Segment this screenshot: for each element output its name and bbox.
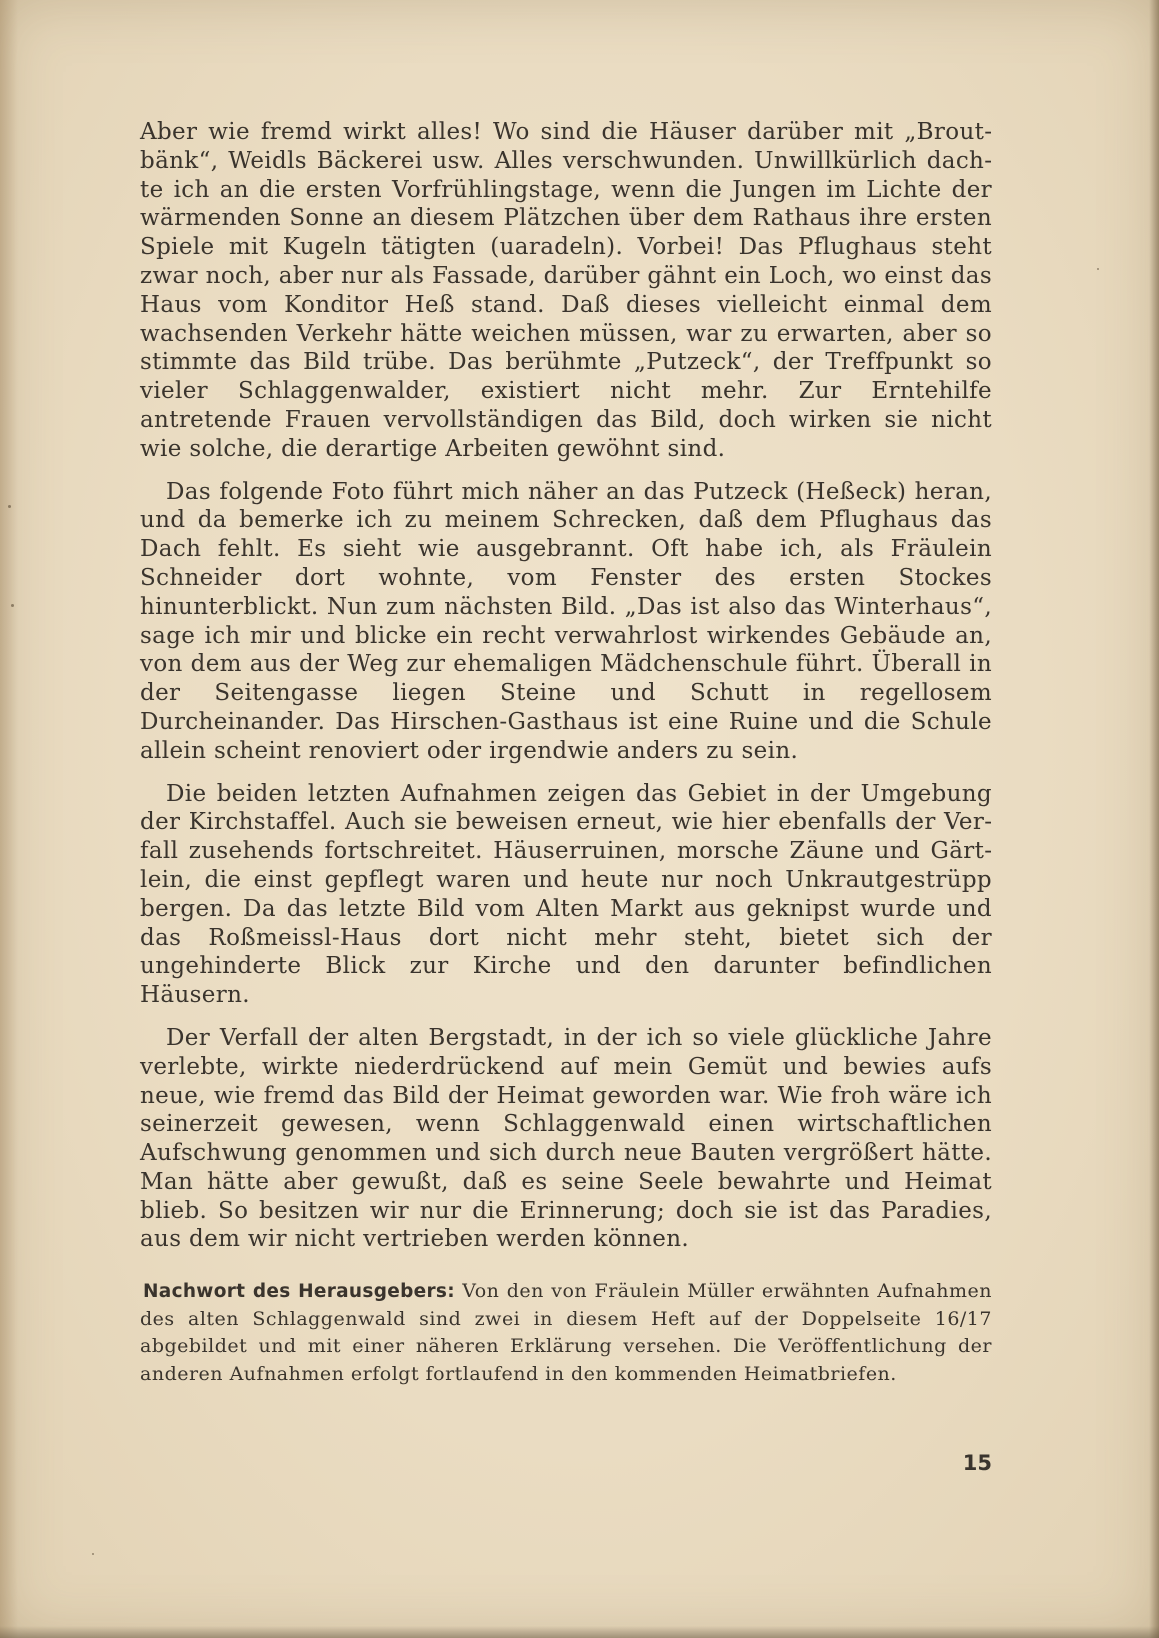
paper-speck: [8, 505, 11, 508]
page-edge-shadow-bottom: [0, 1626, 1159, 1638]
paragraph-4: Der Verfall der alten Bergstadt, in der ich so viele glückliche Jahre verlebte, wirkte niederdrückend auf mein Gemüt und bewies aufs neue, wie fremd das Bild der Heimat geworden war. Wie froh wäre ich seinerzeit gewesen, wenn Schlaggenwald einen wirtschaftlichen Aufschwung genommen und sich durch neue Bauten vergrößert hätte. Man hätte aber gewußt, daß es seine Seele bewahrte und Heimat blieb. So besitzen wir nur die Erinnerung; doch sie ist das Paradies, aus dem wir nicht vertrieben werden können.: [140, 1024, 992, 1253]
afterword-text: Von den von Fräulein Müller erwähnten Aufnahmen des alten Schlaggenwald sind zwei in diesem Heft auf der Doppelseite 16/17 abgebildet und mit einer näheren Erklärung versehen. Die Veröffentlichung der anderen Aufnahmen erfolgt fortlaufend in den kommenden Heimatbriefen.: [140, 1280, 992, 1385]
page-edge-shadow-left: [0, 0, 18, 1638]
paper-speck: [11, 604, 14, 607]
afterword-note: [140, 1278, 992, 1388]
paper-speck: [1097, 268, 1099, 270]
page-number: 15: [962, 1451, 992, 1475]
paragraph-3: Die beiden letzten Aufnahmen zeigen das Gebiet in der Umgebung der Kirchstaffel. Auch sie beweisen erneut, wie hier ebenfalls der Verfall zusehends fortschreitet. Häuserruinen, morsche Zäune und Gärtlein, die einst gepflegt waren und heute nur noch Unkrautgestrüpp bergen. Da das letzte Bild vom Alten Markt aus geknipst wurde und das Roßmeissl-Haus dort nicht mehr steht, bietet sich der ungehinderte Blick zur Kirche und den darunter befindlichen Häusern.: [140, 780, 992, 1009]
paper-speck: [92, 1553, 94, 1555]
body-text: [140, 118, 992, 1268]
afterword-heading: Nachwort des Herausgebers:: [143, 1281, 455, 1302]
paragraph-1: Aber wie fremd wirkt alles! Wo sind die Häuser darüber mit „Broutbänk“, Weidls Bäckerei usw. Alles verschwunden. Unwillkürlich dachte ich an die ersten Vorfrühlingstage, wenn die Jungen im Lichte der wärmenden Sonne an diesem Plätzchen über dem Rathaus ihre ersten Spiele mit Kugeln tätigten (uaradeln). Vorbei! Das Pflughaus steht zwar noch, aber nur als Fassade, darüber gähnt ein Loch, wo einst das Haus vom Konditor Heß stand. Daß dieses vielleicht einmal dem wachsenden Verkehr hätte weichen müssen, war zu erwarten, aber so stimmte das Bild trübe. Das berühmte „Putzeck“, der Treffpunkt so vieler Schlaggenwalder, existiert nicht mehr. Zur Erntehilfe antretende Frauen vervollständigen das Bild, doch wirken sie nicht wie solche, die derartige Arbeiten gewöhnt sind.: [140, 119, 992, 462]
page-edge-shadow-right: [1149, 0, 1159, 1638]
paragraph-2: Das folgende Foto führt mich näher an das Putzeck (Heßeck) heran, und da bemerke ich zu meinem Schrecken, daß dem Pflughaus das Dach fehlt. Es sieht wie ausgebrannt. Oft habe ich, als Fräulein Schneider dort wohnte, vom Fenster des ersten Stockes hinunterblickt. Nun zum nächsten Bild. „Das ist also das Winterhaus“, sage ich mir und blicke ein recht verwahrlost wirkendes Gebäude an, von dem aus der Weg zur ehemaligen Mädchenschule führt. Überall in der Seitengasse liegen Steine und Schutt in regellosem Durcheinander. Das Hirschen-Gasthaus ist eine Ruine und die Schule allein scheint renoviert oder irgendwie anders zu sein.: [140, 478, 992, 764]
